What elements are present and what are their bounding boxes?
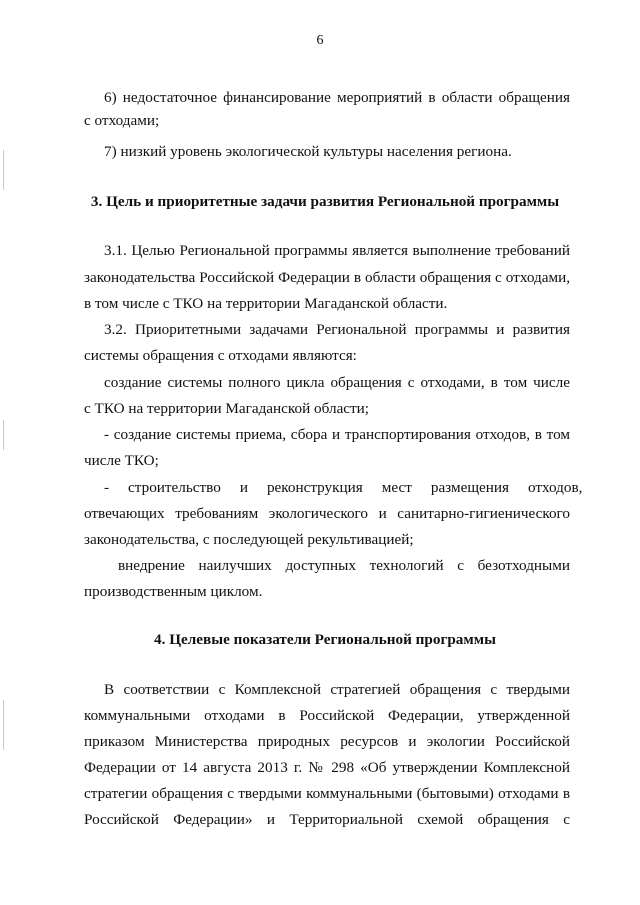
paragraph-3-1-line-3: в том числе с ТКО на территории Магаданской области. — [84, 295, 448, 312]
task-3-line-3: законодательства, с последующей рекультивацией; — [84, 531, 414, 548]
task-2-line-1: - создание системы приема, сбора и транспортирования отходов, в том — [104, 426, 570, 443]
paragraph-4-line-3: приказом Министерства природных ресурсов и экологии Российской — [84, 733, 570, 750]
paragraph-3-1-line-1: 3.1. Целью Региональной программы является выполнение требований — [104, 242, 570, 259]
paragraph-4-line-1: В соответствии с Комплексной стратегией обращения с твердыми — [104, 681, 570, 698]
task-1-line-2: с ТКО на территории Магаданской области; — [84, 400, 370, 417]
list-item-6-continuation: с отходами; — [84, 112, 160, 129]
section-3-heading: 3. Цель и приоритетные задачи развития Региональной программы — [90, 193, 560, 210]
scan-edge-mark — [3, 150, 4, 190]
paragraph-3-1-line-2: законодательства Российской Федерации в области обращения с отходами, — [84, 269, 570, 286]
task-2-line-2: числе ТКО; — [84, 452, 159, 469]
paragraph-4-line-2: коммунальными отходами в Российской Федерации, утвержденной — [84, 707, 570, 724]
task-3-line-1: - строительство и реконструкция мест размещения отходов, — [104, 479, 583, 496]
paragraph-4-line-6: Российской Федерации» и Территориальной схемой обращения с — [84, 811, 570, 828]
task-1-line-1: создание системы полного цикла обращения с отходами, в том числе — [104, 374, 570, 391]
task-4-line-1: внедрение наилучших доступных технологий с безотходными — [118, 557, 570, 574]
task-3-line-2: отвечающих требованиям экологического и санитарно-гигиенического — [84, 505, 570, 522]
list-item-7: 7) низкий уровень экологической культуры населения региона. — [104, 143, 512, 160]
paragraph-3-2-line-1: 3.2. Приоритетными задачами Региональной программы и развития — [104, 321, 570, 338]
paragraph-4-line-4: Федерации от 14 августа 2013 г. № 298 «Об утверждении Комплексной — [84, 759, 570, 776]
scan-edge-mark — [3, 420, 4, 450]
list-item-6: 6) недостаточное финансирование мероприятий в области обращения — [104, 89, 570, 106]
paragraph-4-line-5: стратегии обращения с твердыми коммунальными (бытовыми) отходами в — [84, 785, 570, 802]
scan-edge-mark — [3, 700, 4, 750]
section-4-heading: 4. Целевые показатели Региональной программы — [154, 631, 496, 648]
page-number: 6 — [316, 33, 324, 48]
task-4-line-2: производственным циклом. — [84, 583, 263, 600]
paragraph-3-2-line-2: системы обращения с отходами являются: — [84, 347, 357, 364]
